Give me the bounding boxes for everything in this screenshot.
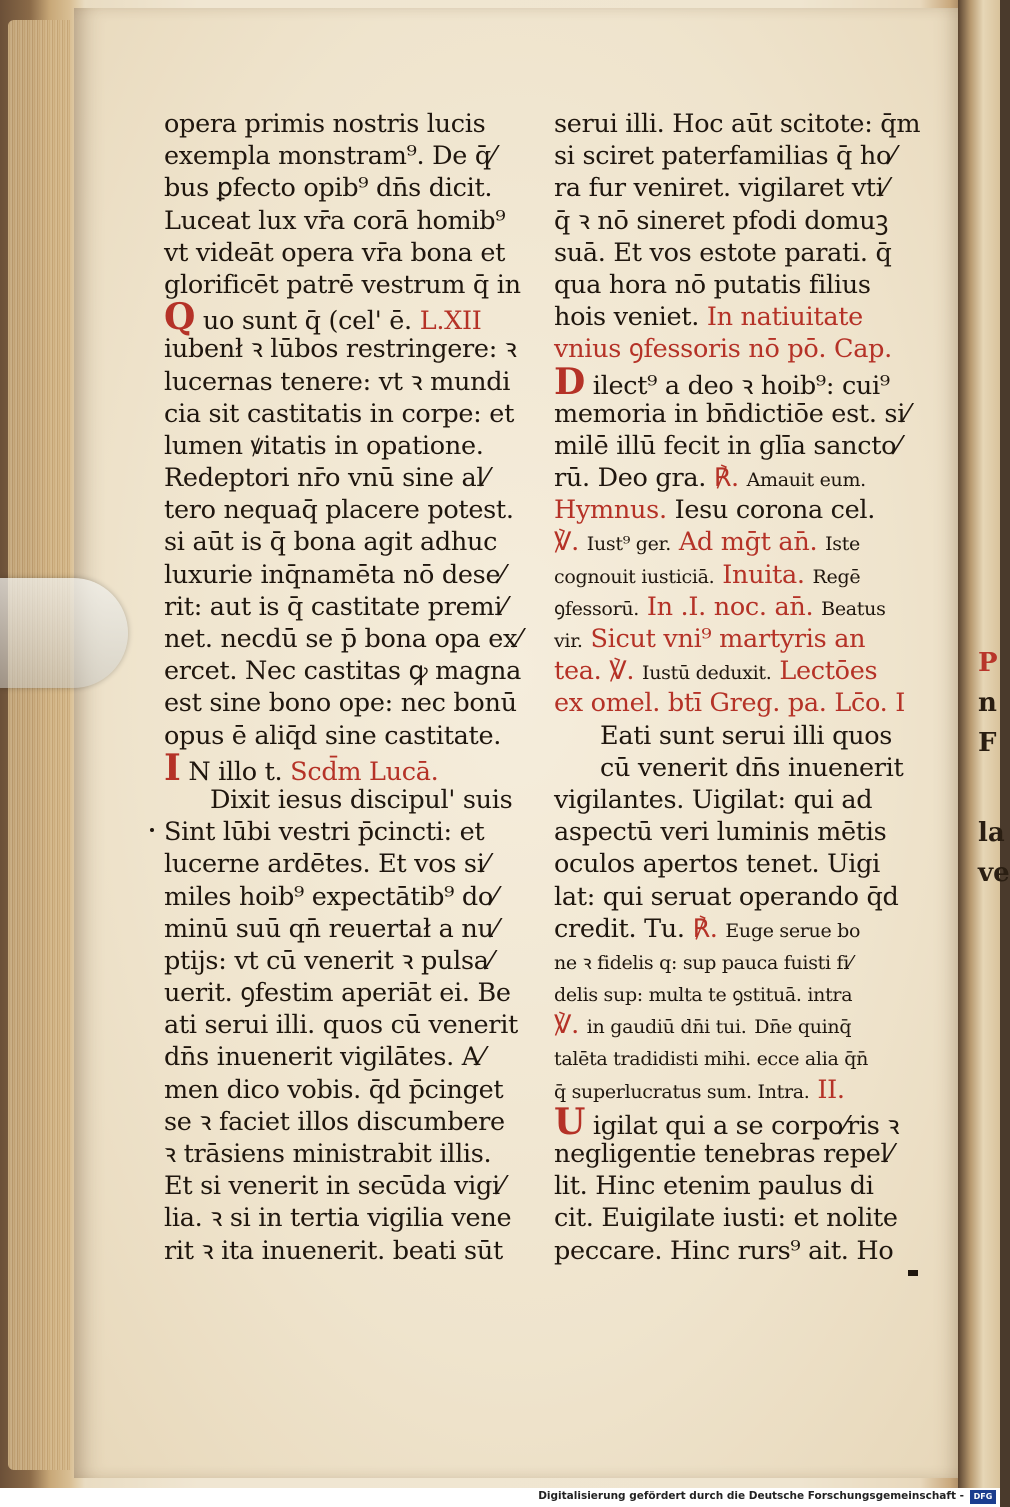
text-line xyxy=(554,269,924,301)
rubric-text: ℣. xyxy=(554,1010,579,1041)
line-text: miles hoib⁹ expectātib⁹ do⁄ xyxy=(164,881,497,912)
line-text: vt videāt opera vr̄a bona et xyxy=(164,237,506,268)
line-text: hois veniet. xyxy=(554,302,700,333)
text-line xyxy=(164,237,542,269)
text-line xyxy=(164,559,542,591)
text-line xyxy=(164,720,542,752)
line-text: memoria in bn̄dictiōe est. si⁄ xyxy=(554,398,910,429)
text-line xyxy=(164,462,542,494)
line-text: est sine bono ope: nec bonū xyxy=(164,688,517,719)
line-text: lit. Hinc etenim paulus di xyxy=(554,1171,874,1202)
rubric-text: ℟. xyxy=(692,913,718,944)
facing-page-fragment: F xyxy=(978,728,997,758)
small-text: in gaudiū dn̄i tui. xyxy=(586,1016,747,1039)
line-text: exempla monstram⁹. De q̄⁄ xyxy=(164,141,495,172)
text-line xyxy=(164,430,542,462)
text-line xyxy=(164,108,542,140)
line-text: se ꝛ faciet illos discumbere xyxy=(164,1106,505,1137)
line-text: cia sit castitatis in corpe: et xyxy=(164,398,515,429)
text-line xyxy=(164,816,542,848)
rubric-text: ℣. xyxy=(609,656,635,687)
text-line xyxy=(164,333,542,365)
ink-mark xyxy=(908,1270,918,1276)
text-line xyxy=(164,1074,542,1106)
text-line xyxy=(164,881,542,913)
text-line xyxy=(554,494,924,526)
line-text: credit. Tu. xyxy=(554,913,685,944)
page-edges xyxy=(8,20,70,1470)
text-line xyxy=(164,848,542,880)
page-clip xyxy=(0,578,128,688)
left-text-column xyxy=(164,108,542,1267)
text-line xyxy=(554,462,924,494)
text-line xyxy=(554,205,924,237)
text-line xyxy=(554,559,924,591)
text-line xyxy=(164,784,542,816)
line-text: Redeptori nr̄o vnū sine al⁄ xyxy=(164,463,489,494)
rubric-text: Hymnus. xyxy=(554,495,667,526)
line-text: Sint lūbi vestri p̄cincti: et xyxy=(164,817,485,848)
line-text: luxurie inq̄namēta nō dese⁄ xyxy=(164,559,505,590)
small-text: ne ꝛ fidelis q: sup pauca fuisti fi⁄ xyxy=(554,951,852,974)
text-line xyxy=(554,913,924,945)
text-line xyxy=(554,945,924,977)
facing-page-fragment: P xyxy=(978,648,998,678)
text-line xyxy=(554,1202,924,1234)
line-text: negligentie tenebras repel⁄ xyxy=(554,1139,893,1169)
line-text: bus ꝑfecto opib⁹ dn̄s dicit. xyxy=(164,173,493,204)
line-text: milē illū fecit in glīa sancto⁄ xyxy=(554,430,901,461)
rubric-text: II. xyxy=(817,1074,845,1105)
rubric-text: L.XII xyxy=(419,306,482,337)
text-line xyxy=(164,172,542,204)
line-text: lat: qui seruat operando q̄d xyxy=(554,881,899,912)
line-text: iubenł ꝛ lūbos restringere: ꝛ xyxy=(164,334,517,365)
line-text: ptijs: vt cū venerit ꝛ pulsa⁄ xyxy=(164,945,493,976)
text-line xyxy=(164,913,542,945)
facing-page-fragment: la xyxy=(978,818,1005,848)
right-text-column xyxy=(554,108,924,1267)
line-text: ercet. Nec castitas ꝙ magna xyxy=(164,656,522,687)
text-line xyxy=(554,591,924,623)
text-line xyxy=(554,687,924,719)
facing-page-fragment: n xyxy=(978,688,997,718)
line-text: ra fur veniret. vigilaret vti⁄ xyxy=(554,173,888,204)
text-line xyxy=(554,526,924,558)
text-line xyxy=(164,591,542,623)
line-text: Dixit iesus discipul' suis xyxy=(210,784,513,815)
line-text: oculos apertos tenet. Uigi xyxy=(554,849,880,880)
initial-letter: D xyxy=(554,360,585,403)
text-line xyxy=(164,746,542,789)
line-text: rit ꝛ ita inuenerit. beati sūt xyxy=(164,1235,503,1266)
line-text: lumen ꝟitatis in opatione. xyxy=(164,430,484,461)
line-text: lia. ꝛ si in tertia vigilia vene xyxy=(164,1203,512,1234)
rubric-text: In .I. noc. an̄. xyxy=(646,591,814,622)
dfg-logo: DFG xyxy=(970,1490,996,1504)
text-line xyxy=(554,816,924,848)
text-line xyxy=(554,848,924,880)
line-text: qua hora nō putatis filius xyxy=(554,269,871,300)
line-text: lucernas tenere: vt ꝛ mundi xyxy=(164,366,511,397)
text-line xyxy=(164,1170,542,1202)
line-text: Eati sunt serui illi quos xyxy=(600,720,893,751)
line-text: lucerne ardētes. Et vos si⁄ xyxy=(164,849,489,880)
text-line xyxy=(554,1235,924,1267)
text-line xyxy=(554,752,924,784)
line-text: glorificēt patrē vestrum q̄ in xyxy=(164,269,521,300)
text-line xyxy=(554,1170,924,1202)
small-text: vir. xyxy=(554,630,583,652)
text-line xyxy=(554,1100,924,1143)
text-line xyxy=(164,1106,542,1138)
line-text: peccare. Hinc rurs⁹ ait. Ho xyxy=(554,1235,894,1266)
footer-bar xyxy=(0,1488,1000,1507)
rubric-text: tea. xyxy=(554,656,602,687)
line-text: ilect⁹ a deo ꝛ hoib⁹: cui⁹ xyxy=(592,370,890,401)
initial-letter: Q xyxy=(164,296,196,339)
line-text: si sciret paterfamilias q̄ ho⁄ xyxy=(554,141,896,172)
rubric-text: vnius ꝯfessoris nō pō. Cap. xyxy=(554,334,892,365)
text-line xyxy=(164,526,542,558)
text-line xyxy=(164,398,542,430)
text-line xyxy=(164,205,542,237)
small-text: Amauit eum. xyxy=(746,469,866,492)
text-line xyxy=(554,398,924,430)
text-line xyxy=(554,1041,924,1073)
small-text: delis sup: multa te ꝯstituā. intra xyxy=(554,984,853,1007)
rubric-text: Sicut vni⁹ martyris an xyxy=(590,624,866,654)
text-line xyxy=(164,1235,542,1267)
rubric-text: Scd̄m Lucā. xyxy=(290,756,439,787)
text-line xyxy=(164,140,542,172)
text-line xyxy=(164,977,542,1009)
text-line xyxy=(164,1202,542,1234)
text-line xyxy=(554,720,924,752)
line-text: net. necdū se p̄ bona opa ex⁄ xyxy=(164,624,522,654)
line-text: cū venerit dn̄s inuenerit xyxy=(600,752,904,783)
text-line xyxy=(164,296,542,339)
line-text: ati serui illi. quos cū venerit xyxy=(164,1010,519,1041)
footer-credit: Digitalisierung gefördert durch die Deutsche Forschungsgemeinschaft - xyxy=(538,1490,964,1502)
text-line xyxy=(164,1138,542,1170)
line-text: dn̄s inuenerit vigilātes. A⁄ xyxy=(164,1042,484,1073)
initial-letter: I xyxy=(164,746,181,789)
text-line xyxy=(554,784,924,816)
small-text: cognouit iusticiā. xyxy=(554,565,715,588)
small-text: Iust⁹ ger. xyxy=(586,533,671,556)
text-line xyxy=(554,977,924,1009)
text-line xyxy=(554,430,924,462)
small-text: ꝯfessorū. xyxy=(554,597,640,620)
text-line xyxy=(554,333,924,365)
line-text: uerit. ꝯfestim aperiāt ei. Be xyxy=(164,978,511,1009)
initial-letter: U xyxy=(554,1100,586,1143)
text-line xyxy=(554,140,924,172)
text-line xyxy=(554,237,924,269)
small-text: Iste xyxy=(825,533,860,556)
line-text: vigilantes. Uigilat: qui ad xyxy=(554,784,873,815)
line-text: rit: aut is q̄ castitate premi⁄ xyxy=(164,591,507,622)
small-text: q̄ superlucratus sum. Intra. xyxy=(554,1080,810,1103)
line-text: tero nequaq̄ placere potest. xyxy=(164,495,514,526)
text-line xyxy=(554,881,924,913)
text-line xyxy=(554,623,924,655)
small-text: Beatus xyxy=(821,597,886,620)
rubric-text: Lectōes xyxy=(779,656,878,687)
text-line xyxy=(164,366,542,398)
text-line xyxy=(554,301,924,333)
line-text: q̄ ꝛ nō sineret pfodi domuꝫ xyxy=(554,205,889,236)
line-text: ꝛ trāsiens ministrabit illis. xyxy=(164,1139,492,1169)
text-line xyxy=(554,360,924,403)
text-line xyxy=(554,108,924,140)
line-text: men dico vobis. q̄d p̄cinget xyxy=(164,1074,504,1105)
text-line xyxy=(164,1009,542,1041)
rubric-text: ℣. xyxy=(554,527,579,558)
small-text: Iustū deduxit. xyxy=(642,662,772,685)
rubric-text: ex omel. btī Greg. pa. Lc̄o. I xyxy=(554,688,906,719)
line-text: igilat qui a se corpo⁄ris ꝛ xyxy=(592,1110,900,1141)
line-text: suā. Et vos estote parati. q̄ xyxy=(554,237,892,268)
line-text: opera primis nostris lucis xyxy=(164,109,486,139)
ink-mark xyxy=(150,828,154,832)
text-line xyxy=(554,172,924,204)
text-line xyxy=(554,1138,924,1170)
line-text: uo sunt q̄ (cel' ē. xyxy=(202,306,412,337)
line-text: opus ē aliq̄d sine castitate. xyxy=(164,720,502,751)
line-text: Iesu corona cel. xyxy=(674,495,876,526)
small-text: talēta tradidisti mihi. ecce alia q̄n̄ xyxy=(554,1048,869,1071)
text-line xyxy=(164,1041,542,1073)
text-line xyxy=(554,1009,924,1041)
text-line xyxy=(164,687,542,719)
text-line xyxy=(164,945,542,977)
text-line xyxy=(164,623,542,655)
facing-page-fragment: ve xyxy=(978,858,1010,888)
text-line xyxy=(554,655,924,687)
line-text: N illo t. xyxy=(188,756,283,787)
text-line xyxy=(164,494,542,526)
rubric-text: Inuita. xyxy=(722,559,805,590)
small-text: Regē xyxy=(812,565,861,588)
rubric-text: Ad mḡt an̄. xyxy=(678,527,818,558)
line-text: Et si venerit in secūda vigi⁄ xyxy=(164,1171,504,1202)
line-text: serui illi. Hoc aūt scitote: q̄m xyxy=(554,109,921,139)
rubric-text: In natiuitate xyxy=(706,302,863,333)
line-text: si aūt is q̄ bona agit adhuc xyxy=(164,527,498,558)
line-text: minū suū qn̄ reuertał a nu⁄ xyxy=(164,913,498,944)
line-text: rū. Deo gra. xyxy=(554,463,707,494)
small-text: Euge serue bo xyxy=(725,919,861,942)
line-text: aspectū veri luminis mētis xyxy=(554,817,887,848)
line-text: Luceat lux vr̄a corā homib⁹ xyxy=(164,205,506,236)
small-text: Dn̄e quinq̄ xyxy=(754,1016,852,1039)
text-line xyxy=(164,655,542,687)
line-text: cit. Euigilate iusti: et nolite xyxy=(554,1203,898,1234)
text-line xyxy=(164,269,542,301)
text-line xyxy=(554,1074,924,1106)
rubric-text: ℟. xyxy=(713,463,739,494)
